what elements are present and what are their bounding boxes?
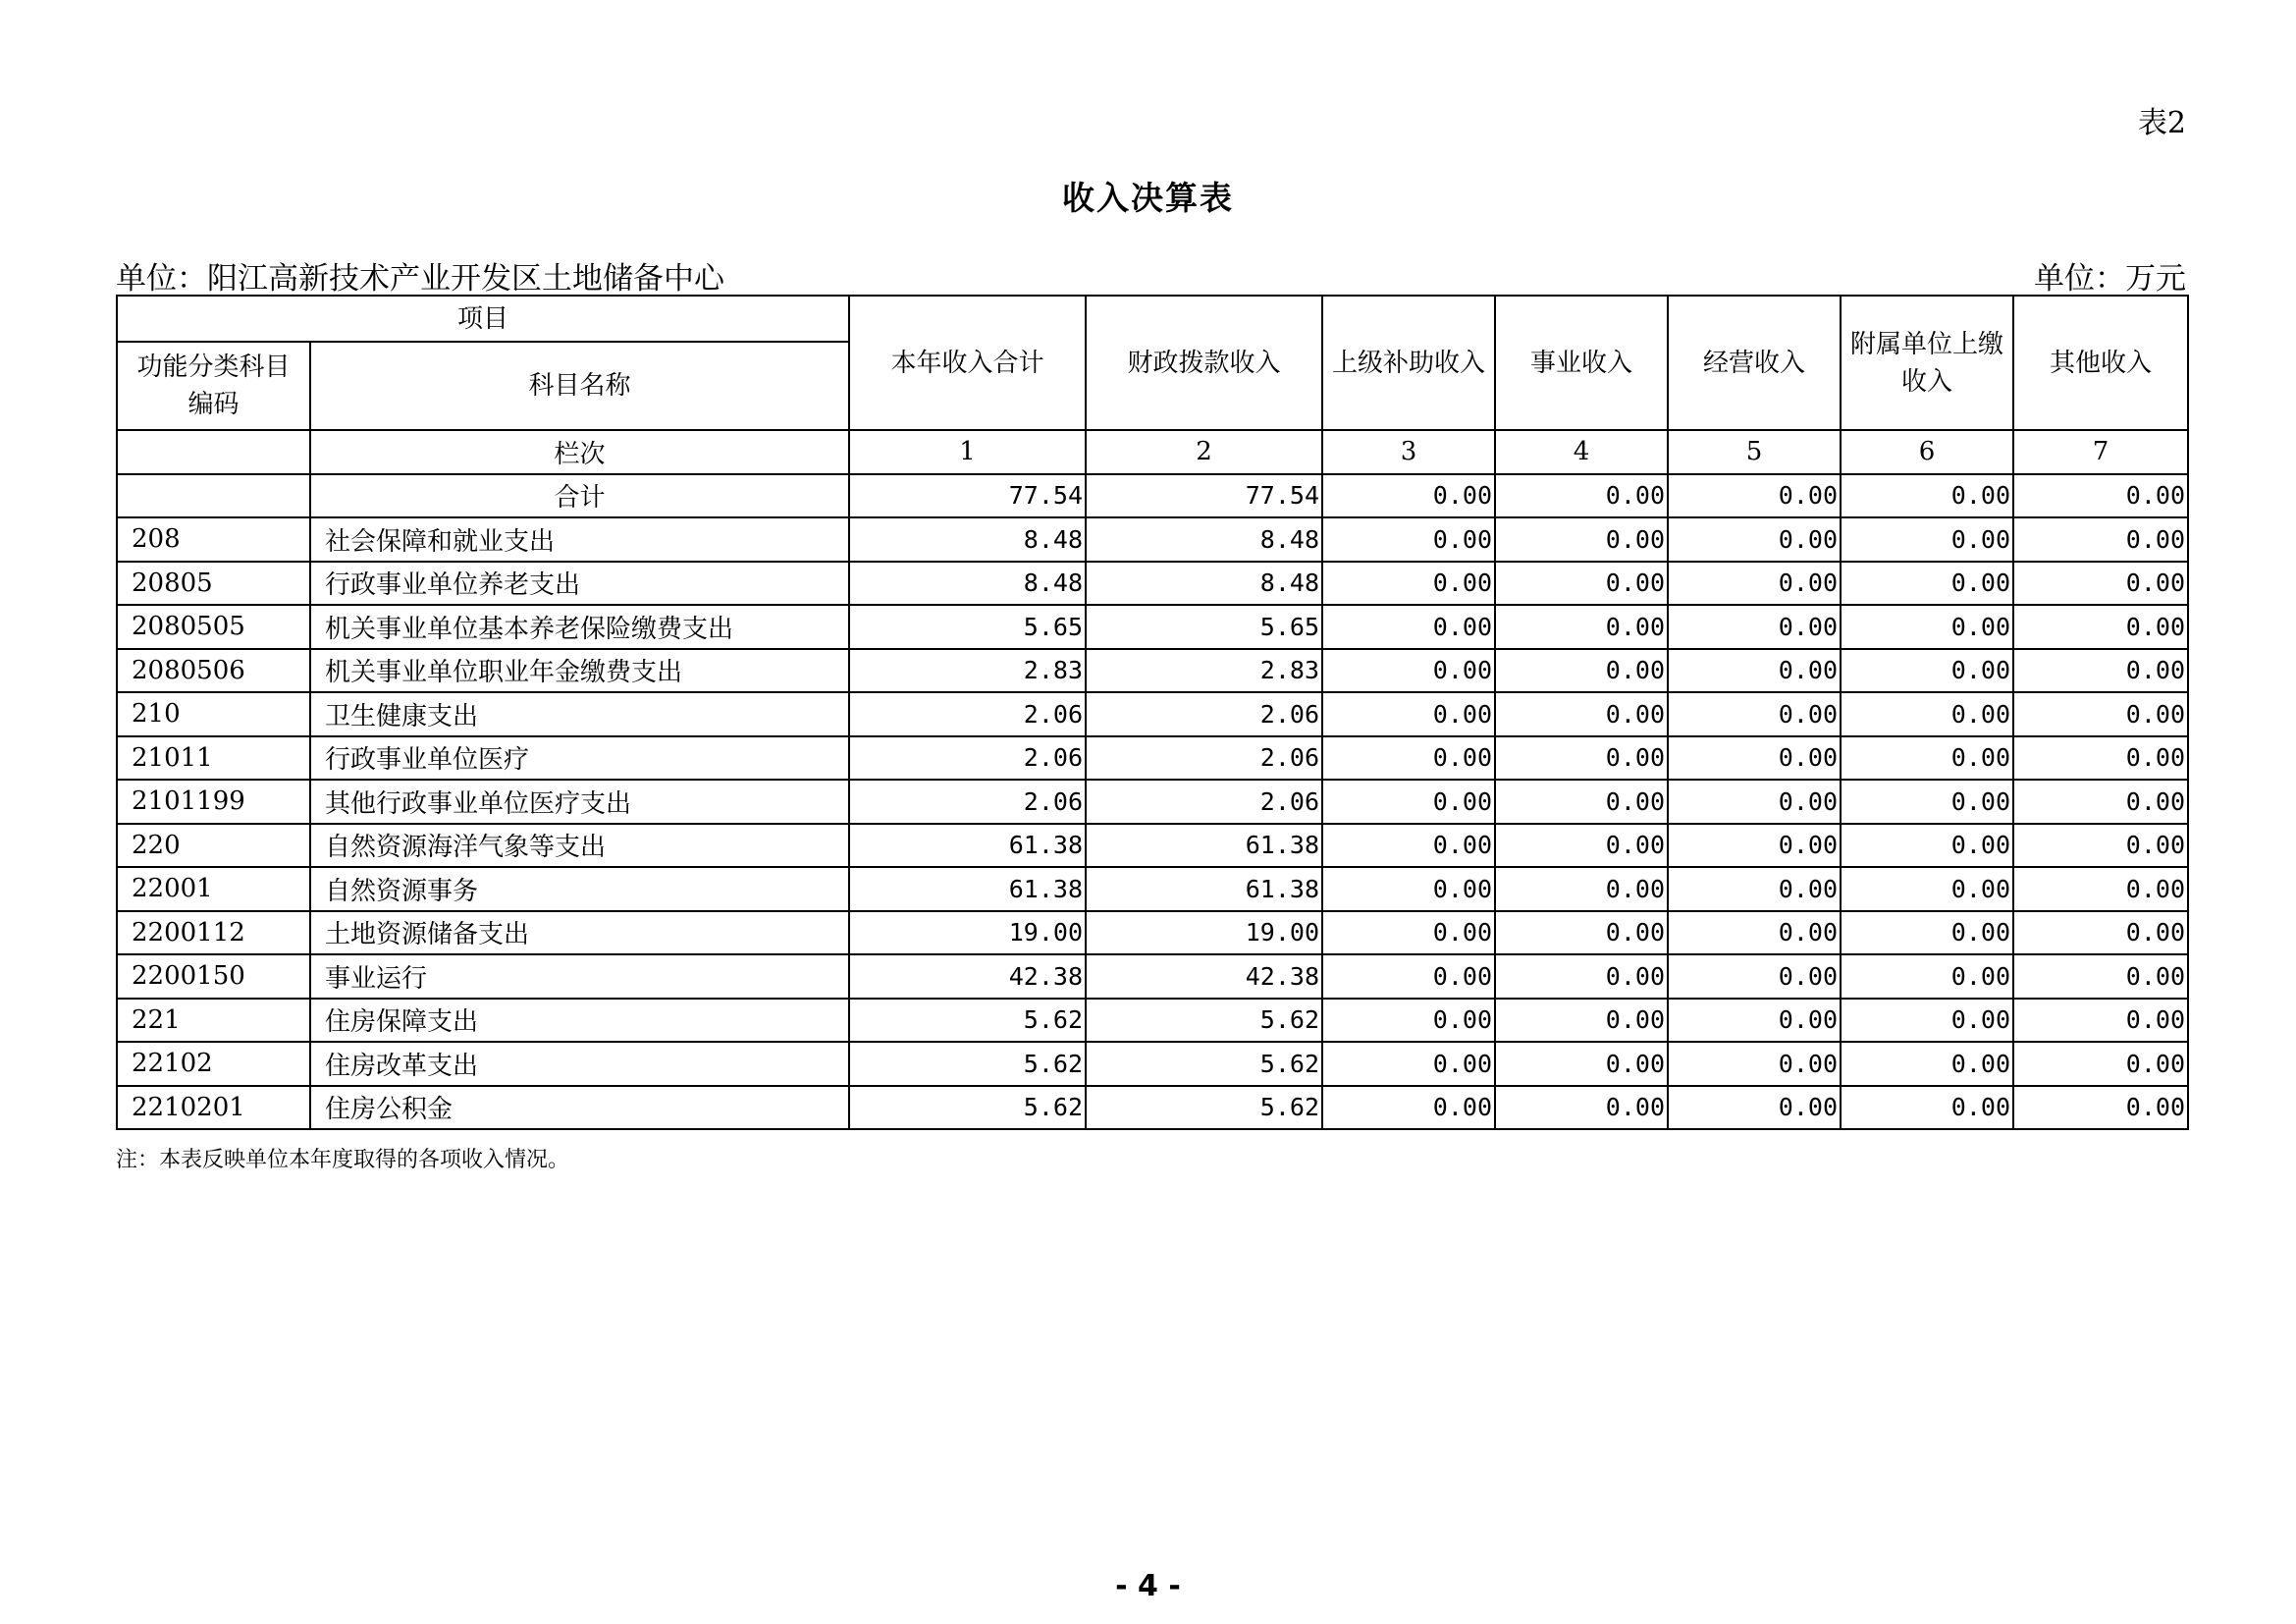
subject-name: 机关事业单位基本养老保险缴费支出 [310, 605, 849, 649]
amount-cell: 0.00 [1668, 1086, 1841, 1130]
amount-cell: 0.00 [1668, 1042, 1841, 1086]
subject-name: 事业运行 [310, 954, 849, 999]
amount-cell: 2.83 [1086, 649, 1322, 693]
amount-cell: 0.00 [1322, 1042, 1495, 1086]
subject-code: 208 [117, 517, 310, 562]
amount-cell: 0.00 [1668, 780, 1841, 824]
amount-cell: 0.00 [2013, 692, 2188, 736]
subject-name: 卫生健康支出 [310, 692, 849, 736]
amount-cell: 0.00 [1668, 517, 1841, 562]
amount-cell: 0.00 [1668, 605, 1841, 649]
amount-cell: 0.00 [1322, 736, 1495, 781]
amount-cell: 0.00 [2013, 911, 2188, 955]
subject-name: 行政事业单位医疗 [310, 736, 849, 781]
amount-cell: 0.00 [1495, 867, 1668, 911]
amount-cell: 0.00 [1495, 780, 1668, 824]
subject-code: 2200150 [117, 954, 310, 999]
table-row [117, 692, 2188, 736]
item-header: 项目 [117, 296, 849, 342]
amount-cell: 8.48 [1086, 562, 1322, 606]
amount-cell: 0.00 [1841, 562, 2013, 606]
amount-cell: 0.00 [1322, 1086, 1495, 1130]
total-label: 合计 [310, 474, 849, 518]
amount-cell: 0.00 [1495, 954, 1668, 999]
subject-code: 2101199 [117, 780, 310, 824]
amount-cell: 0.00 [1841, 692, 2013, 736]
sequence-row [117, 430, 2188, 474]
amount-cell: 2.06 [849, 736, 1086, 781]
amount-cell: 0.00 [1322, 605, 1495, 649]
total-value: 0.00 [1841, 474, 2013, 518]
subject-code: 210 [117, 692, 310, 736]
amount-cell: 0.00 [1668, 692, 1841, 736]
table-row [117, 517, 2188, 562]
amount-cell: 2.06 [849, 692, 1086, 736]
amount-cell: 0.00 [1668, 562, 1841, 606]
amount-cell: 0.00 [1841, 1042, 2013, 1086]
amount-cell: 0.00 [1495, 562, 1668, 606]
amount-cell: 5.65 [1086, 605, 1322, 649]
reporting-unit: 单位：阳江高新技术产业开发区土地储备中心 [116, 261, 724, 297]
amount-cell: 0.00 [1841, 867, 2013, 911]
amount-cell: 5.62 [1086, 1042, 1322, 1086]
amount-cell: 0.00 [2013, 824, 2188, 868]
amount-cell: 0.00 [1495, 824, 1668, 868]
sequence-number: 4 [1495, 430, 1668, 474]
subject-name: 住房公积金 [310, 1086, 849, 1130]
sequence-number: 7 [2013, 430, 2188, 474]
amount-cell: 0.00 [2013, 999, 2188, 1043]
amount-cell: 0.00 [1668, 999, 1841, 1043]
subject-code: 221 [117, 999, 310, 1043]
subject-name: 行政事业单位养老支出 [310, 562, 849, 606]
amount-cell: 0.00 [1841, 824, 2013, 868]
subject-name: 自然资源海洋气象等支出 [310, 824, 849, 868]
table-label: 表2 [2137, 106, 2186, 140]
subject-code: 22102 [117, 1042, 310, 1086]
amount-cell: 0.00 [1495, 736, 1668, 781]
amount-cell: 0.00 [1495, 1042, 1668, 1086]
subject-code: 2200112 [117, 911, 310, 955]
table-row [117, 954, 2188, 999]
amount-cell: 0.00 [1668, 824, 1841, 868]
amount-cell: 0.00 [1322, 780, 1495, 824]
currency-unit: 单位：万元 [2034, 261, 2186, 297]
table-row [117, 999, 2188, 1043]
amount-cell: 61.38 [849, 824, 1086, 868]
amount-cell: 0.00 [1841, 649, 2013, 693]
page-title: 收入决算表 [1062, 179, 1234, 217]
amount-cell: 0.00 [1495, 911, 1668, 955]
col-header-total-income: 本年收入合计 [849, 296, 1086, 430]
subject-name: 社会保障和就业支出 [310, 517, 849, 562]
table-row [117, 649, 2188, 693]
amount-cell: 0.00 [2013, 649, 2188, 693]
table-row [117, 780, 2188, 824]
amount-cell: 0.00 [1841, 954, 2013, 999]
amount-cell: 0.00 [2013, 736, 2188, 781]
amount-cell: 0.00 [1495, 517, 1668, 562]
sequence-label: 栏次 [310, 430, 849, 474]
header-row-1 [117, 296, 2188, 342]
amount-cell: 0.00 [2013, 562, 2188, 606]
amount-cell: 19.00 [1086, 911, 1322, 955]
col-header-name: 科目名称 [310, 342, 849, 430]
subject-name: 住房保障支出 [310, 999, 849, 1043]
sequence-number: 2 [1086, 430, 1322, 474]
table-row [117, 736, 2188, 781]
amount-cell: 42.38 [1086, 954, 1322, 999]
subject-code: 20805 [117, 562, 310, 606]
amount-cell: 0.00 [1322, 824, 1495, 868]
table-row [117, 1086, 2188, 1130]
amount-cell: 0.00 [2013, 1042, 2188, 1086]
empty-cell [117, 474, 310, 518]
subject-code: 2210201 [117, 1086, 310, 1130]
sequence-number: 1 [849, 430, 1086, 474]
amount-cell: 0.00 [2013, 605, 2188, 649]
col-header-code: 功能分类科目编码 [117, 342, 310, 430]
sequence-number: 5 [1668, 430, 1841, 474]
amount-cell: 5.62 [1086, 999, 1322, 1043]
income-statement-table [116, 295, 2189, 1130]
amount-cell: 19.00 [849, 911, 1086, 955]
amount-cell: 0.00 [1841, 517, 2013, 562]
amount-cell: 0.00 [1841, 911, 2013, 955]
table-row [117, 562, 2188, 606]
subject-name: 住房改革支出 [310, 1042, 849, 1086]
amount-cell: 0.00 [1322, 954, 1495, 999]
amount-cell: 0.00 [1841, 999, 2013, 1043]
table-row [117, 1042, 2188, 1086]
amount-cell: 0.00 [1841, 736, 2013, 781]
amount-cell: 8.48 [849, 562, 1086, 606]
amount-cell: 0.00 [1322, 867, 1495, 911]
total-value: 0.00 [1322, 474, 1495, 518]
subject-name: 机关事业单位职业年金缴费支出 [310, 649, 849, 693]
amount-cell: 5.62 [849, 1086, 1086, 1130]
table-row [117, 605, 2188, 649]
amount-cell: 0.00 [1668, 736, 1841, 781]
col-header-superior-subsidy: 上级补助收入 [1322, 296, 1495, 430]
amount-cell: 0.00 [1495, 605, 1668, 649]
amount-cell: 8.48 [1086, 517, 1322, 562]
page-number: - 4 - [1115, 1569, 1181, 1603]
amount-cell: 0.00 [1495, 999, 1668, 1043]
total-value: 0.00 [1668, 474, 1841, 518]
amount-cell: 8.48 [849, 517, 1086, 562]
table-row [117, 867, 2188, 911]
amount-cell: 0.00 [1322, 692, 1495, 736]
amount-cell: 0.00 [2013, 517, 2188, 562]
amount-cell: 0.00 [1495, 1086, 1668, 1130]
amount-cell: 61.38 [849, 867, 1086, 911]
amount-cell: 0.00 [1322, 999, 1495, 1043]
total-value: 77.54 [1086, 474, 1322, 518]
total-row [117, 474, 2188, 518]
amount-cell: 2.06 [1086, 692, 1322, 736]
amount-cell: 0.00 [1495, 649, 1668, 693]
subject-code: 2080505 [117, 605, 310, 649]
subject-name: 土地资源储备支出 [310, 911, 849, 955]
col-header-other-income: 其他收入 [2013, 296, 2188, 430]
amount-cell: 0.00 [1841, 605, 2013, 649]
col-header-fiscal-appropriation: 财政拨款收入 [1086, 296, 1322, 430]
amount-cell: 2.06 [1086, 780, 1322, 824]
amount-cell: 0.00 [1668, 649, 1841, 693]
amount-cell: 42.38 [849, 954, 1086, 999]
col-header-affiliated-unit-income: 附属单位上缴收入 [1841, 296, 2013, 430]
total-value: 77.54 [849, 474, 1086, 518]
subject-code: 2080506 [117, 649, 310, 693]
table-row [117, 824, 2188, 868]
amount-cell: 0.00 [1668, 867, 1841, 911]
empty-cell [117, 430, 310, 474]
amount-cell: 5.65 [849, 605, 1086, 649]
amount-cell: 5.62 [849, 999, 1086, 1043]
amount-cell: 0.00 [2013, 780, 2188, 824]
amount-cell: 0.00 [2013, 867, 2188, 911]
amount-cell: 0.00 [1668, 911, 1841, 955]
sequence-number: 3 [1322, 430, 1495, 474]
subject-code: 21011 [117, 736, 310, 781]
amount-cell: 61.38 [1086, 867, 1322, 911]
sequence-number: 6 [1841, 430, 2013, 474]
amount-cell: 5.62 [849, 1042, 1086, 1086]
subject-name: 自然资源事务 [310, 867, 849, 911]
amount-cell: 0.00 [2013, 954, 2188, 999]
col-header-operating-income: 经营收入 [1668, 296, 1841, 430]
amount-cell: 0.00 [1668, 954, 1841, 999]
col-header-business-income: 事业收入 [1495, 296, 1668, 430]
total-value: 0.00 [1495, 474, 1668, 518]
amount-cell: 0.00 [2013, 1086, 2188, 1130]
amount-cell: 0.00 [1841, 780, 2013, 824]
amount-cell: 0.00 [1322, 562, 1495, 606]
amount-cell: 0.00 [1322, 649, 1495, 693]
total-value: 0.00 [2013, 474, 2188, 518]
amount-cell: 61.38 [1086, 824, 1322, 868]
amount-cell: 0.00 [1841, 1086, 2013, 1130]
subject-code: 22001 [117, 867, 310, 911]
amount-cell: 5.62 [1086, 1086, 1322, 1130]
footnote: 注：本表反映单位本年度取得的各项收入情况。 [116, 1148, 570, 1172]
amount-cell: 2.83 [849, 649, 1086, 693]
amount-cell: 2.06 [1086, 736, 1322, 781]
subject-code: 220 [117, 824, 310, 868]
table-row [117, 911, 2188, 955]
amount-cell: 0.00 [1495, 692, 1668, 736]
amount-cell: 2.06 [849, 780, 1086, 824]
amount-cell: 0.00 [1322, 911, 1495, 955]
amount-cell: 0.00 [1322, 517, 1495, 562]
subject-name: 其他行政事业单位医疗支出 [310, 780, 849, 824]
